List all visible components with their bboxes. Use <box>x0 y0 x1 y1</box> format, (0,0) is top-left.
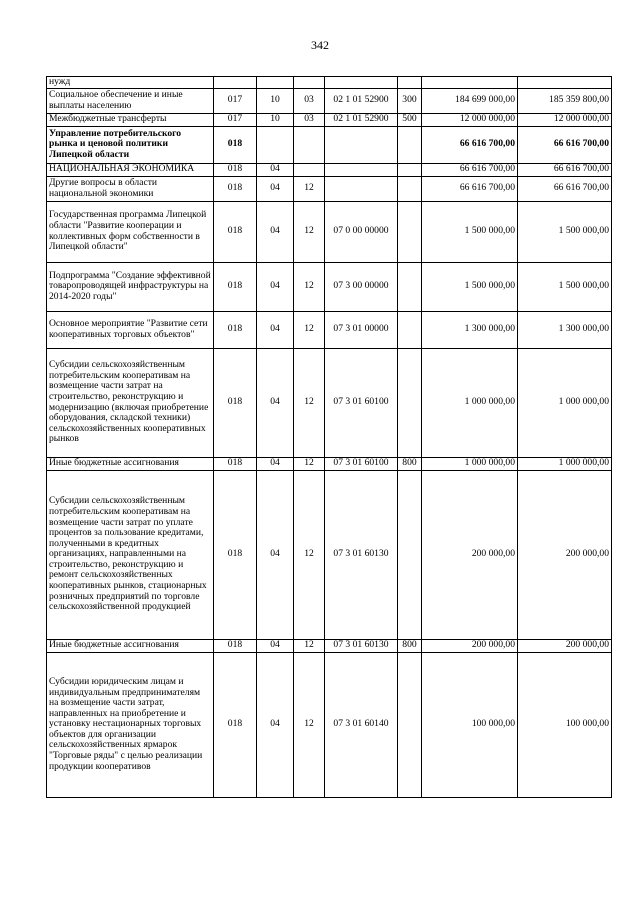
expense-name-cell: Государственная программа Липецкой области "Развитие кооперации и коллективных форм собственности в Липецкой области" <box>47 201 214 262</box>
expense-type-cell <box>398 311 422 348</box>
amount-year1-cell: 200 000,00 <box>422 470 518 639</box>
budget-table-body <box>47 77 612 798</box>
section-code-cell: 04 <box>257 457 294 470</box>
amount-year1-cell: 1 300 000,00 <box>422 311 518 348</box>
expense-name-cell: Субсидии юридическим лицам и индивидуальным предпринимателям на возмещение части затрат, направленных на приобретение и установку нестационарных торговых объектов для организации сельскохозяйственных ярмарок "Торговые ряды" с целью реализации продукции кооперативов <box>47 652 214 797</box>
amount-year1-cell: 1 000 000,00 <box>422 348 518 457</box>
expense-type-cell: 500 <box>398 113 422 126</box>
amount-year2-cell: 1 500 000,00 <box>518 262 612 311</box>
subsection-code-cell <box>294 77 325 89</box>
amount-year2-cell: 66 616 700,00 <box>518 163 612 176</box>
expense-type-cell: 800 <box>398 457 422 470</box>
expense-type-cell <box>398 163 422 176</box>
ministry-code-cell: 018 <box>214 201 257 262</box>
section-code-cell: 04 <box>257 163 294 176</box>
amount-year1-cell: 66 616 700,00 <box>422 163 518 176</box>
table-row <box>47 311 612 348</box>
ministry-code-cell: 017 <box>214 113 257 126</box>
amount-year1-cell: 66 616 700,00 <box>422 126 518 163</box>
subsection-code-cell: 12 <box>294 457 325 470</box>
ministry-code-cell: 018 <box>214 163 257 176</box>
section-code-cell: 10 <box>257 88 294 113</box>
table-row <box>47 176 612 201</box>
target-article-cell <box>325 176 398 201</box>
table-row <box>47 639 612 652</box>
section-code-cell: 10 <box>257 113 294 126</box>
expense-type-cell: 300 <box>398 88 422 113</box>
ministry-code-cell: 018 <box>214 311 257 348</box>
expense-name-cell: Другие вопросы в области национальной экономики <box>47 176 214 201</box>
amount-year2-cell <box>518 77 612 89</box>
target-article-cell: 07 3 01 60130 <box>325 470 398 639</box>
amount-year1-cell <box>422 77 518 89</box>
section-code-cell <box>257 77 294 89</box>
amount-year2-cell: 100 000,00 <box>518 652 612 797</box>
ministry-code-cell: 018 <box>214 348 257 457</box>
section-code-cell: 04 <box>257 348 294 457</box>
amount-year2-cell: 1 300 000,00 <box>518 311 612 348</box>
table-row <box>47 348 612 457</box>
expense-name-cell: Межбюджетные трансферты <box>47 113 214 126</box>
page-number: 342 <box>311 38 329 52</box>
subsection-code-cell: 12 <box>294 201 325 262</box>
amount-year2-cell: 200 000,00 <box>518 639 612 652</box>
amount-year1-cell: 1 500 000,00 <box>422 262 518 311</box>
subsection-code-cell: 12 <box>294 652 325 797</box>
subsection-code-cell: 12 <box>294 470 325 639</box>
target-article-cell: 07 3 01 60140 <box>325 652 398 797</box>
target-article-cell: 07 0 00 00000 <box>325 201 398 262</box>
target-article-cell <box>325 77 398 89</box>
expense-name-cell: НАЦИОНАЛЬНАЯ ЭКОНОМИКА <box>47 163 214 176</box>
ministry-code-cell <box>214 77 257 89</box>
section-code-cell: 04 <box>257 201 294 262</box>
ministry-code-cell: 018 <box>214 262 257 311</box>
section-code-cell <box>257 126 294 163</box>
expense-type-cell <box>398 262 422 311</box>
expense-name-cell: Управление потребительского рынка и ценовой политики Липецкой области <box>47 126 214 163</box>
expense-type-cell <box>398 176 422 201</box>
target-article-cell: 07 3 01 60100 <box>325 457 398 470</box>
section-code-cell: 04 <box>257 311 294 348</box>
section-code-cell: 04 <box>257 176 294 201</box>
amount-year2-cell: 1 000 000,00 <box>518 457 612 470</box>
amount-year1-cell: 1 000 000,00 <box>422 457 518 470</box>
subsection-code-cell: 12 <box>294 176 325 201</box>
expense-type-cell <box>398 77 422 89</box>
section-code-cell: 04 <box>257 262 294 311</box>
subsection-code-cell: 12 <box>294 311 325 348</box>
subsection-code-cell <box>294 163 325 176</box>
table-row <box>47 77 612 89</box>
ministry-code-cell: 018 <box>214 126 257 163</box>
subsection-code-cell: 12 <box>294 262 325 311</box>
amount-year1-cell: 184 699 000,00 <box>422 88 518 113</box>
subsection-code-cell <box>294 126 325 163</box>
amount-year2-cell: 1 000 000,00 <box>518 348 612 457</box>
expense-name-cell: Социальное обеспечение и иные выплаты населению <box>47 88 214 113</box>
amount-year1-cell: 100 000,00 <box>422 652 518 797</box>
table-row <box>47 113 612 126</box>
expense-name-cell: Иные бюджетные ассигнования <box>47 457 214 470</box>
amount-year1-cell: 1 500 000,00 <box>422 201 518 262</box>
expense-name-cell: Субсидии сельскохозяйственным потребительским кооперативам на возмещение части затрат на строительство, реконструкцию и модернизацию (включая приобретение оборудования, складской техники) сельскохозяйственных кооперативных рынков <box>47 348 214 457</box>
target-article-cell: 07 3 01 00000 <box>325 311 398 348</box>
amount-year1-cell: 66 616 700,00 <box>422 176 518 201</box>
section-code-cell: 04 <box>257 652 294 797</box>
section-code-cell: 04 <box>257 470 294 639</box>
table-row <box>47 201 612 262</box>
target-article-cell: 07 3 01 60100 <box>325 348 398 457</box>
ministry-code-cell: 018 <box>214 639 257 652</box>
subsection-code-cell: 12 <box>294 639 325 652</box>
amount-year2-cell: 66 616 700,00 <box>518 126 612 163</box>
table-row <box>47 470 612 639</box>
ministry-code-cell: 018 <box>214 470 257 639</box>
table-row <box>47 652 612 797</box>
section-code-cell: 04 <box>257 639 294 652</box>
target-article-cell: 07 3 01 60130 <box>325 639 398 652</box>
ministry-code-cell: 018 <box>214 176 257 201</box>
table-row <box>47 262 612 311</box>
table-row <box>47 163 612 176</box>
expense-type-cell <box>398 652 422 797</box>
table-row <box>47 126 612 163</box>
table-row <box>47 88 612 113</box>
subsection-code-cell: 03 <box>294 113 325 126</box>
expense-type-cell <box>398 201 422 262</box>
subsection-code-cell: 03 <box>294 88 325 113</box>
amount-year2-cell: 66 616 700,00 <box>518 176 612 201</box>
expense-type-cell <box>398 348 422 457</box>
table-row <box>47 457 612 470</box>
expense-type-cell: 800 <box>398 639 422 652</box>
ministry-code-cell: 017 <box>214 88 257 113</box>
target-article-cell: 07 3 00 00000 <box>325 262 398 311</box>
expense-name-cell: Иные бюджетные ассигнования <box>47 639 214 652</box>
amount-year2-cell: 12 000 000,00 <box>518 113 612 126</box>
ministry-code-cell: 018 <box>214 652 257 797</box>
expense-type-cell <box>398 126 422 163</box>
amount-year2-cell: 185 359 800,00 <box>518 88 612 113</box>
target-article-cell <box>325 126 398 163</box>
target-article-cell <box>325 163 398 176</box>
expense-type-cell <box>398 470 422 639</box>
budget-table <box>46 76 612 798</box>
target-article-cell: 02 1 01 52900 <box>325 88 398 113</box>
amount-year2-cell: 200 000,00 <box>518 470 612 639</box>
amount-year1-cell: 12 000 000,00 <box>422 113 518 126</box>
expense-name-cell: нужд <box>47 77 214 89</box>
amount-year1-cell: 200 000,00 <box>422 639 518 652</box>
expense-name-cell: Субсидии сельскохозяйственным потребительским кооперативам на возмещение части затрат по уплате процентов за пользование кредитами, полученными в кредитных организациях, направленными на строительство, реконструкцию и ремонт сельскохозяйственных кооперативных рынков, стационарных розничных предприятий по торговле сельскохозяйственной продукцией <box>47 470 214 639</box>
amount-year2-cell: 1 500 000,00 <box>518 201 612 262</box>
expense-name-cell: Подпрограмма "Создание эффективной товаропроводящей инфраструктуры на 2014-2020 годы" <box>47 262 214 311</box>
target-article-cell: 02 1 01 52900 <box>325 113 398 126</box>
expense-name-cell: Основное мероприятие "Развитие сети кооперативных торговых объектов" <box>47 311 214 348</box>
subsection-code-cell: 12 <box>294 348 325 457</box>
ministry-code-cell: 018 <box>214 457 257 470</box>
